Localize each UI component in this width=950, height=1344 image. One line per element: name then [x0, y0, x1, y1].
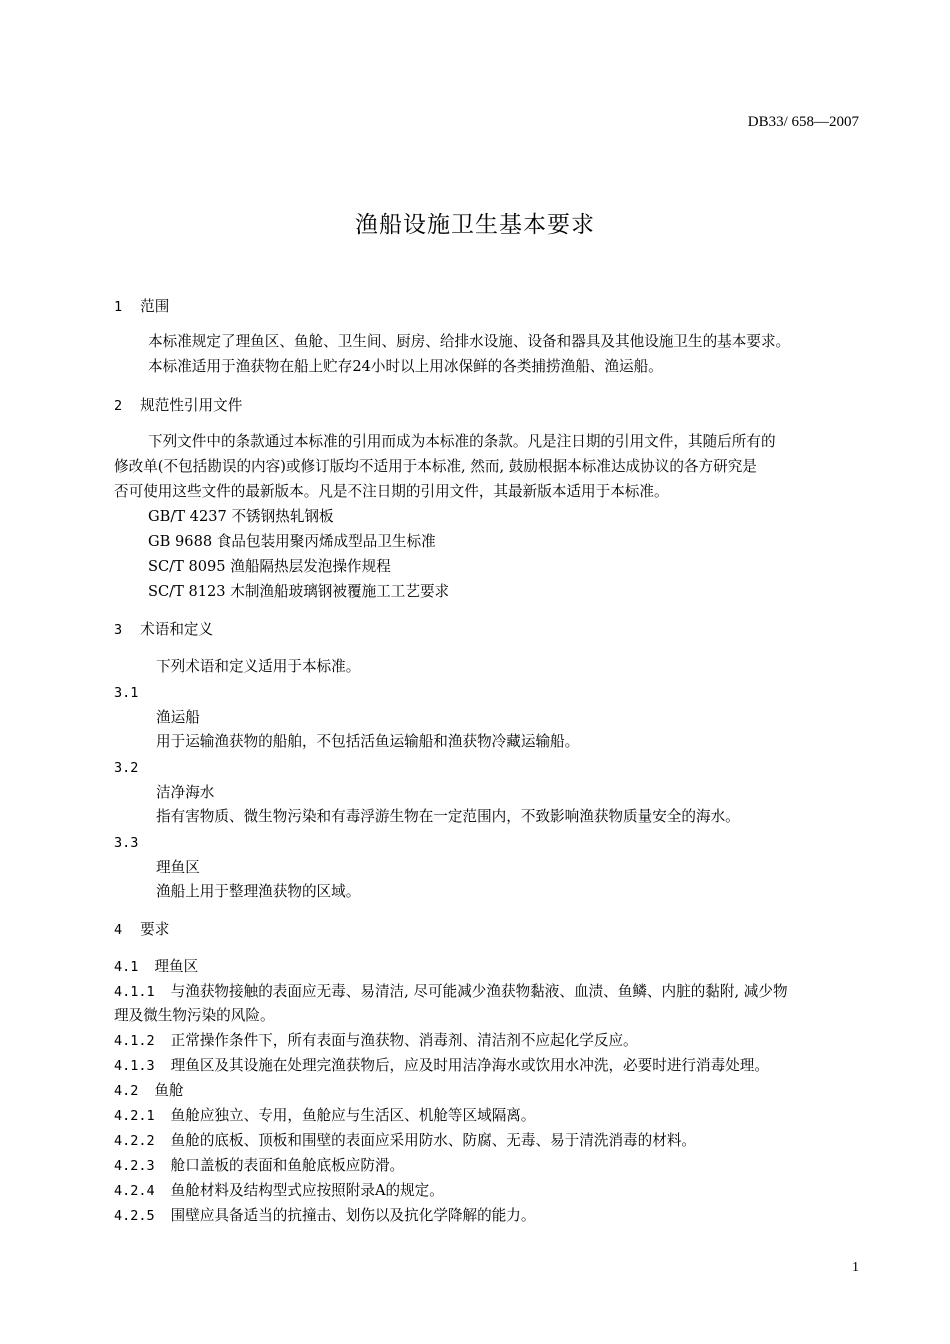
clause-text: 鱼舱的底板、顶板和围壁的表面应采用防水、防腐、无毒、易于清洗消毒的材料。	[170, 1132, 697, 1149]
section-title: 规范性引用文件	[140, 397, 243, 414]
section-number: 4	[114, 922, 123, 938]
clause-text: 舱口盖板的表面和鱼舱底板应防滑。	[170, 1157, 405, 1174]
section-title: 术语和定义	[140, 621, 214, 638]
clause-number: 4.1.1	[114, 984, 155, 1000]
clause	[114, 1156, 404, 1176]
subsection-title: 理鱼区	[154, 958, 199, 975]
clause-number: 4.2.5	[114, 1208, 155, 1224]
term-number: 3.1	[114, 685, 139, 701]
clause-number: 4.1.3	[114, 1058, 155, 1074]
clause-text: 鱼舱材料及结构型式应按照附录A的规定。	[170, 1182, 444, 1199]
section-number: 2	[114, 398, 123, 414]
reference-item: SC/T 8095 渔船隔热层发泡操作规程	[148, 558, 391, 575]
standard-number: DB33/ 658—2007	[747, 114, 859, 130]
paragraph: 下列术语和定义适用于本标准。	[156, 658, 361, 675]
clause-text: 理鱼区及其设施在处理完渔获物后，应及时用洁净海水或饮用水冲洗，必要时进行消毒处理。	[170, 1057, 769, 1074]
document-title: 渔船设施卫生基本要求	[355, 212, 595, 238]
page-number: 1	[852, 1260, 859, 1275]
section-title: 范围	[140, 298, 170, 315]
subsection-4-1-heading	[114, 957, 198, 977]
section-title: 要求	[140, 921, 170, 938]
clause	[114, 1106, 536, 1126]
clause-text: 围壁应具备适当的抗撞击、划伤以及抗化学降解的能力。	[170, 1207, 536, 1224]
subsection-number: 4.2	[114, 1083, 139, 1099]
term-name: 洁净海水	[156, 784, 215, 801]
subsection-4-2-heading	[114, 1081, 184, 1101]
term-definition: 用于运输渔获物的船舶，不包括活鱼运输船和渔获物冷藏运输船。	[156, 733, 580, 750]
reference-item: SC/T 8123 木制渔船玻璃钢被覆施工工艺要求	[148, 583, 450, 600]
term-name: 渔运船	[156, 709, 200, 726]
term-definition: 渔船上用于整理渔获物的区域。	[156, 883, 361, 900]
section-2-heading	[114, 396, 242, 416]
clause	[114, 982, 788, 1002]
reference-item: GB/T 4237 不锈钢热轧钢板	[148, 508, 334, 525]
subsection-number: 4.1	[114, 959, 139, 975]
paragraph-line: 下列文件中的条款通过本标准的引用而成为本标准的条款。凡是注日期的引用文件，其随后所有的	[148, 433, 776, 450]
paragraph: 本标准适用于渔获物在船上贮存24小时以上用冰保鲜的各类捕捞渔船、渔运船。	[148, 358, 663, 375]
clause-text: 鱼舱应独立、专用，鱼舱应与生活区、机舱等区域隔离。	[170, 1107, 536, 1124]
clause-number: 4.2.3	[114, 1158, 155, 1174]
term-number: 3.2	[114, 760, 139, 776]
reference-item: GB 9688 食品包装用聚丙烯成型品卫生标准	[148, 533, 436, 550]
clause	[114, 1031, 638, 1051]
clause-number: 4.2.4	[114, 1183, 155, 1199]
clause	[114, 1206, 536, 1226]
clause-number: 4.2.1	[114, 1108, 155, 1124]
section-1-heading	[114, 297, 169, 317]
clause-text: 正常操作条件下，所有表面与渔获物、消毒剂、清洁剂不应起化学反应。	[170, 1032, 638, 1049]
section-number: 1	[114, 299, 123, 315]
section-3-heading	[114, 620, 213, 640]
clause-continuation: 理及微生物污染的风险。	[114, 1007, 275, 1024]
term-name: 理鱼区	[156, 859, 200, 876]
paragraph-line: 修改单(不包括勘误的内容)或修订版均不适用于本标准, 然而, 鼓励根据本标准达成协议的各方研究是	[114, 458, 757, 475]
clause	[114, 1056, 769, 1076]
term-definition: 指有害物质、微生物污染和有毒浮游生物在一定范围内，不致影响渔获物质量安全的海水。	[156, 808, 740, 825]
clause-number: 4.2.2	[114, 1133, 155, 1149]
clause-text: 与渔获物接触的表面应无毒、易清洁, 尽可能减少渔获物黏液、血渍、鱼鳞、内脏的黏附, 减少物	[170, 983, 788, 1000]
clause-number: 4.1.2	[114, 1033, 155, 1049]
section-number: 3	[114, 622, 123, 638]
paragraph-line: 否可使用这些文件的最新版本。凡是不注日期的引用文件，其最新版本适用于本标准。	[114, 483, 669, 500]
term-number: 3.3	[114, 835, 139, 851]
subsection-title: 鱼舱	[154, 1082, 184, 1099]
section-4-heading	[114, 920, 169, 940]
paragraph: 本标准规定了理鱼区、鱼舱、卫生间、厨房、给排水设施、设备和器具及其他设施卫生的基本要求。	[148, 333, 791, 350]
clause	[114, 1181, 444, 1201]
clause	[114, 1131, 696, 1151]
